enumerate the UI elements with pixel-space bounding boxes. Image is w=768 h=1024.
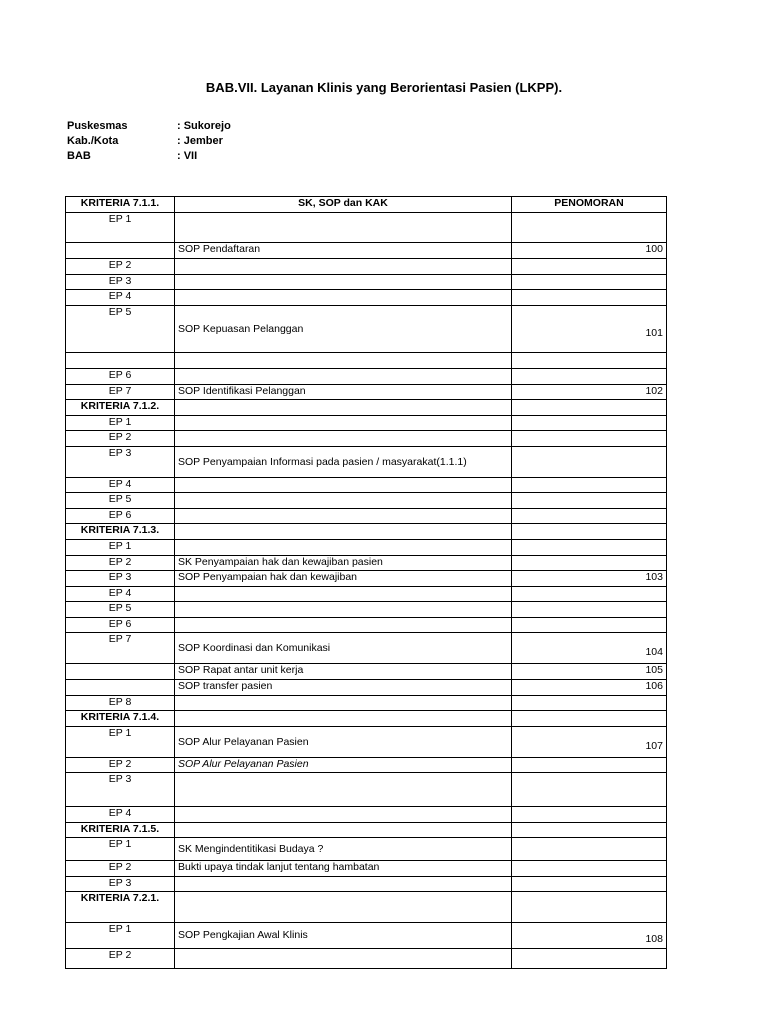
ep-cell: EP 2	[66, 861, 175, 877]
table-row	[66, 213, 667, 243]
document-cell	[175, 431, 512, 447]
number-cell: 108	[512, 923, 667, 949]
number-cell	[512, 369, 667, 385]
document-cell: SOP Pendaftaran	[175, 243, 512, 259]
document-cell	[175, 807, 512, 823]
number-cell	[512, 711, 667, 727]
ep-cell: EP 5	[66, 602, 175, 618]
ep-cell: EP 2	[66, 949, 175, 969]
table-row	[66, 353, 667, 369]
number-cell	[512, 696, 667, 711]
number-cell: 102	[512, 385, 667, 400]
table-row	[66, 664, 667, 680]
ep-cell: EP 5	[66, 493, 175, 509]
table-row	[66, 571, 667, 587]
document-cell	[175, 949, 512, 969]
ep-cell: EP 3	[66, 877, 175, 892]
table-row	[66, 877, 667, 892]
table-row	[66, 259, 667, 275]
kriteria-row	[66, 524, 667, 540]
number-cell	[512, 509, 667, 524]
meta-value: : Jember	[177, 135, 223, 147]
number-cell	[512, 290, 667, 306]
number-cell	[512, 773, 667, 807]
ep-cell: EP 7	[66, 633, 175, 664]
kriteria-cell: KRITERIA 7.1.4.	[66, 711, 175, 727]
kriteria-cell: KRITERIA 7.1.2.	[66, 400, 175, 416]
document-cell	[175, 587, 512, 602]
kriteria-cell: KRITERIA 7.1.5.	[66, 823, 175, 838]
ep-cell: EP 2	[66, 431, 175, 447]
meta-label: Kab./Kota	[67, 135, 119, 147]
number-cell	[512, 618, 667, 633]
document-cell	[175, 509, 512, 524]
document-cell	[175, 369, 512, 385]
table-row	[66, 861, 667, 877]
document-cell	[175, 618, 512, 633]
ep-cell: EP 4	[66, 478, 175, 493]
number-cell	[512, 823, 667, 838]
document-cell: SOP Alur Pelayanan Pasien	[175, 727, 512, 758]
ep-cell: EP 1	[66, 213, 175, 243]
document-cell	[175, 259, 512, 275]
table-row	[66, 306, 667, 353]
number-cell: 103	[512, 571, 667, 587]
ep-cell: EP 1	[66, 923, 175, 949]
ep-cell	[66, 353, 175, 369]
table-row	[66, 431, 667, 447]
number-cell: 104	[512, 633, 667, 664]
table-row	[66, 275, 667, 290]
document-cell: SOP Penyampaian Informasi pada pasien / masyarakat(1.1.1)	[175, 447, 512, 478]
document-cell	[175, 524, 512, 540]
number-cell	[512, 431, 667, 447]
criteria-table	[65, 196, 667, 969]
ep-cell: EP 3	[66, 447, 175, 478]
meta-label: BAB	[67, 150, 91, 162]
document-cell	[175, 773, 512, 807]
table-row	[66, 385, 667, 400]
number-cell	[512, 877, 667, 892]
ep-cell: EP 4	[66, 587, 175, 602]
ep-cell: EP 1	[66, 838, 175, 861]
document-cell: SOP Rapat antar unit kerja	[175, 664, 512, 680]
ep-cell: EP 3	[66, 275, 175, 290]
number-cell	[512, 400, 667, 416]
table-row	[66, 758, 667, 773]
document-cell	[175, 540, 512, 556]
number-cell	[512, 478, 667, 493]
table-row	[66, 696, 667, 711]
number-cell	[512, 213, 667, 243]
number-cell	[512, 587, 667, 602]
document-cell	[175, 892, 512, 923]
meta-bab	[67, 150, 197, 162]
document-cell	[175, 478, 512, 493]
ep-cell: EP 1	[66, 727, 175, 758]
meta-kabkota	[67, 135, 223, 147]
table-row	[66, 633, 667, 664]
number-cell	[512, 949, 667, 969]
ep-cell: EP 2	[66, 556, 175, 571]
kriteria-row	[66, 892, 667, 923]
document-title: BAB.VII. Layanan Klinis yang Berorientasi Pasien (LKPP).	[205, 80, 563, 95]
ep-cell: EP 4	[66, 290, 175, 306]
table-row	[66, 290, 667, 306]
table-body	[66, 213, 667, 969]
document-cell	[175, 493, 512, 509]
document-cell	[175, 877, 512, 892]
document-cell	[175, 711, 512, 727]
ep-cell: EP 2	[66, 758, 175, 773]
table-row	[66, 727, 667, 758]
number-cell	[512, 447, 667, 478]
document-cell	[175, 290, 512, 306]
table-row	[66, 602, 667, 618]
number-cell	[512, 758, 667, 773]
meta-puskesmas	[67, 120, 231, 132]
table-row	[66, 243, 667, 259]
document-cell	[175, 602, 512, 618]
meta-value: : VII	[177, 150, 198, 162]
ep-cell: EP 4	[66, 807, 175, 823]
column-header-kriteria: KRITERIA 7.1.1.	[66, 197, 175, 213]
column-header-penomoran: PENOMORAN	[512, 197, 667, 213]
kriteria-row	[66, 400, 667, 416]
document-cell: SOP Koordinasi dan Komunikasi	[175, 633, 512, 664]
number-cell	[512, 275, 667, 290]
document-cell	[175, 275, 512, 290]
document-cell	[175, 823, 512, 838]
number-cell	[512, 416, 667, 431]
document-cell: SOP Alur Pelayanan Pasien	[175, 758, 512, 773]
number-cell	[512, 892, 667, 923]
kriteria-cell: KRITERIA 7.2.1.	[66, 892, 175, 923]
table-row	[66, 923, 667, 949]
ep-cell: EP 8	[66, 696, 175, 711]
ep-cell: EP 6	[66, 369, 175, 385]
number-cell	[512, 602, 667, 618]
table-row	[66, 447, 667, 478]
table-row	[66, 618, 667, 633]
kriteria-row	[66, 711, 667, 727]
ep-cell: EP 6	[66, 618, 175, 633]
table-row	[66, 838, 667, 861]
ep-cell: EP 2	[66, 259, 175, 275]
number-cell: 100	[512, 243, 667, 259]
table-row	[66, 493, 667, 509]
table-row	[66, 556, 667, 571]
document-cell	[175, 696, 512, 711]
document-cell: SOP transfer pasien	[175, 680, 512, 696]
table-row	[66, 773, 667, 807]
ep-cell	[66, 243, 175, 259]
ep-cell: EP 7	[66, 385, 175, 400]
document-cell: SOP Penyampaian hak dan kewajiban	[175, 571, 512, 587]
ep-cell: EP 6	[66, 509, 175, 524]
number-cell	[512, 353, 667, 369]
number-cell	[512, 259, 667, 275]
table-row	[66, 680, 667, 696]
number-cell	[512, 556, 667, 571]
ep-cell: EP 3	[66, 773, 175, 807]
table-header-row	[66, 197, 667, 213]
document-cell	[175, 416, 512, 431]
meta-label: Puskesmas	[67, 120, 128, 132]
number-cell	[512, 861, 667, 877]
table-row	[66, 949, 667, 969]
number-cell: 105	[512, 664, 667, 680]
document-cell: Bukti upaya tindak lanjut tentang hambatan	[175, 861, 512, 877]
document-cell: SOP Kepuasan Pelanggan	[175, 306, 512, 353]
kriteria-row	[66, 823, 667, 838]
document-cell: SK Penyampaian hak dan kewajiban pasien	[175, 556, 512, 571]
ep-cell	[66, 680, 175, 696]
document-cell: SK Mengindentitikasi Budaya ?	[175, 838, 512, 861]
table-row	[66, 587, 667, 602]
table-row	[66, 540, 667, 556]
document-cell	[175, 353, 512, 369]
number-cell	[512, 540, 667, 556]
table-row	[66, 369, 667, 385]
number-cell	[512, 493, 667, 509]
kriteria-cell: KRITERIA 7.1.3.	[66, 524, 175, 540]
ep-cell: EP 1	[66, 540, 175, 556]
table-row	[66, 416, 667, 431]
number-cell: 107	[512, 727, 667, 758]
table-row	[66, 807, 667, 823]
number-cell	[512, 838, 667, 861]
document-cell	[175, 400, 512, 416]
document-cell: SOP Pengkajian Awal Klinis	[175, 923, 512, 949]
ep-cell: EP 1	[66, 416, 175, 431]
document-cell	[175, 213, 512, 243]
ep-cell: EP 3	[66, 571, 175, 587]
number-cell: 101	[512, 306, 667, 353]
column-header-sk-sop-kak: SK, SOP dan KAK	[175, 197, 512, 213]
meta-value: : Sukorejo	[177, 120, 231, 132]
number-cell	[512, 524, 667, 540]
table-row	[66, 509, 667, 524]
table-row	[66, 478, 667, 493]
ep-cell	[66, 664, 175, 680]
ep-cell: EP 5	[66, 306, 175, 353]
number-cell: 106	[512, 680, 667, 696]
document-cell: SOP Identifikasi Pelanggan	[175, 385, 512, 400]
number-cell	[512, 807, 667, 823]
